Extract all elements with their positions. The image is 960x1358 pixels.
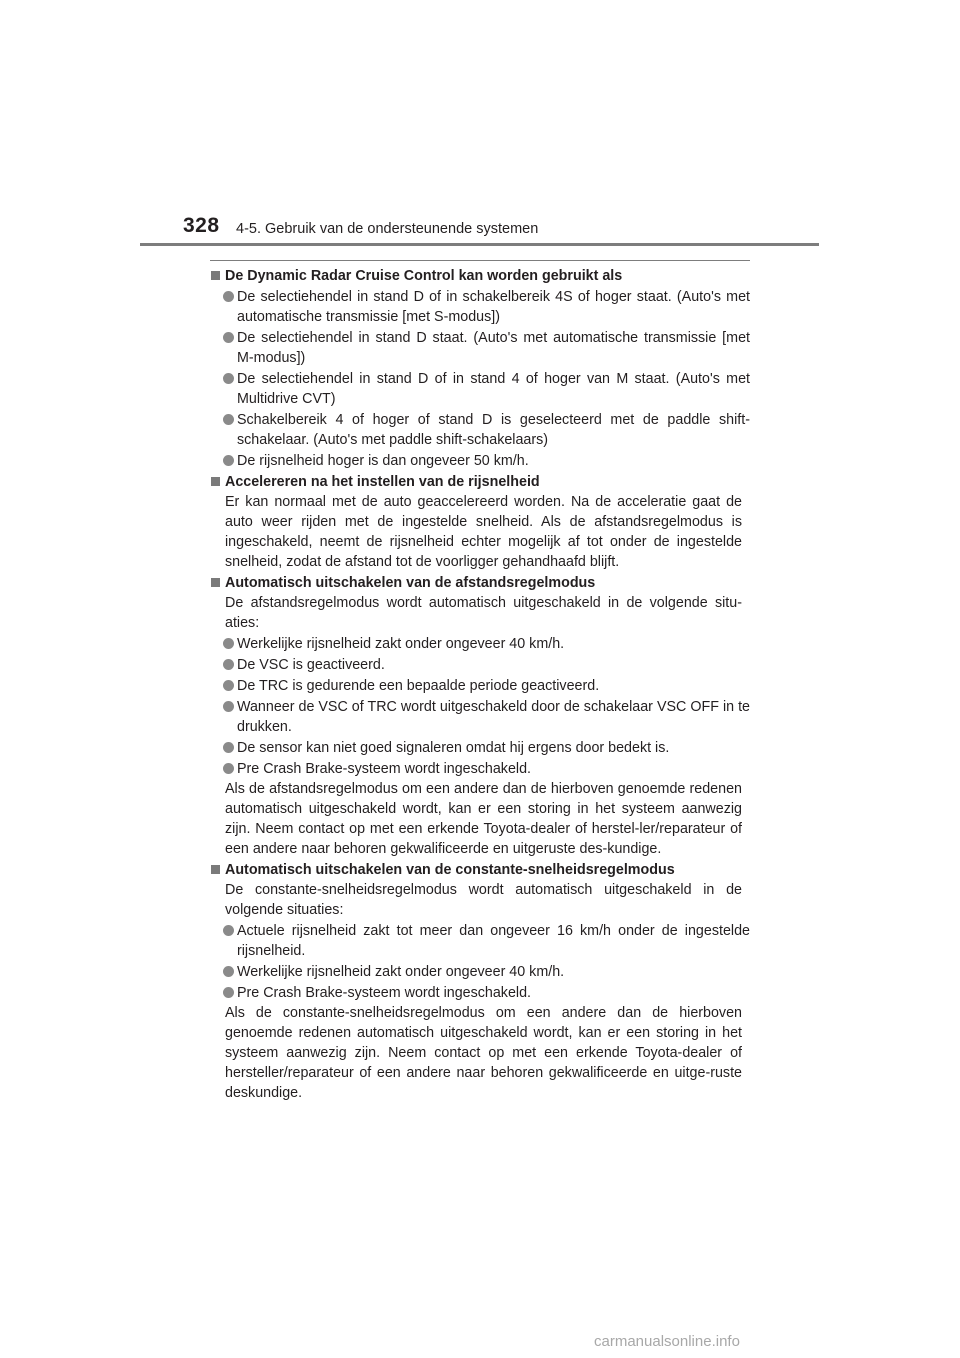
circle-bullet-icon <box>223 414 234 425</box>
section-heading-text: Automatisch uitschakelen van de afstandsregelmodus <box>225 575 596 591</box>
circle-bullet-icon <box>223 742 234 753</box>
section-heading <box>210 860 750 880</box>
page-content <box>210 265 750 1103</box>
section-heading-text: Accelereren na het instellen van de rijsnelheid <box>225 474 540 490</box>
bullet-item: De TRC is gedurende een bepaalde periode geactiveerd. <box>210 676 750 696</box>
circle-bullet-icon <box>223 659 234 670</box>
bullet-item: Actuele rijsnelheid zakt tot meer dan ongeveer 16 km/h onder de ingestelde rijsnelheid. <box>210 921 750 961</box>
circle-bullet-icon <box>223 966 234 977</box>
circle-bullet-icon <box>223 925 234 936</box>
circle-bullet-icon <box>223 291 234 302</box>
circle-bullet-icon <box>223 987 234 998</box>
circle-bullet-icon <box>223 763 234 774</box>
bullet-item: Pre Crash Brake-systeem wordt ingeschakeld. <box>210 759 750 779</box>
paragraph: De afstandsregelmodus wordt automatisch uitgeschakeld in de volgende situ-aties: <box>225 595 742 631</box>
circle-bullet-icon <box>223 373 234 384</box>
bullet-item: De sensor kan niet goed signaleren omdat hij ergens door bedekt is. <box>210 738 750 758</box>
paragraph: Als de afstandsregelmodus om een andere dan de hierboven genoemde redenen automatisch uitgeschakeld wordt, kan er een storing in het systeem aanwezig zijn. Neem contact op met een erkende Toyota-dealer of herstel-ler/reparateur of een andere naar behoren gekwalificeerde en uitgeruste des-kundige. <box>225 781 742 857</box>
paragraph: Er kan normaal met de auto geaccelereerd worden. Na de acceleratie gaat de auto weer rijden met de ingestelde snelheid. Als de afstandsregelmodus is ingeschakeld, neemt de rijsnelheid echter mogelijk af tot onder de ingestelde snelheid, zodat de afstand tot de voorligger gehandhaafd blijft. <box>225 494 742 570</box>
bullet-item: Wanneer de VSC of TRC wordt uitgeschakeld door de schakelaar VSC OFF in te drukken. <box>210 697 750 737</box>
section-heading-text: De Dynamic Radar Cruise Control kan worden gebruikt als <box>225 268 623 284</box>
section-heading <box>210 472 750 492</box>
bullet-item: De selectiehendel in stand D of in schakelbereik 4S of hoger staat. (Auto's met automatische transmissie [met S-modus]) <box>210 287 750 327</box>
bullet-item: Werkelijke rijsnelheid zakt onder ongeveer 40 km/h. <box>210 634 750 654</box>
bullet-item: De selectiehendel in stand D of in stand 4 of hoger van M staat. (Auto's met Multidrive CVT) <box>210 369 750 409</box>
circle-bullet-icon <box>223 455 234 466</box>
bullet-item: Schakelbereik 4 of hoger of stand D is geselecteerd met de paddle shift-schakelaar. (Auto's met paddle shift-schakelaars) <box>210 410 750 450</box>
section-heading <box>210 266 750 286</box>
section-heading-text: Automatisch uitschakelen van de constante-snelheidsregelmodus <box>225 862 675 878</box>
circle-bullet-icon <box>223 701 234 712</box>
circle-bullet-icon <box>223 680 234 691</box>
paragraph: Als de constante-snelheidsregelmodus om een andere dan de hierboven genoemde redenen automatisch uitgeschakeld wordt, kan er een storing in het systeem aanwezig zijn. Neem contact op met een erkende Toyota-dealer of hersteller/reparateur of een andere naar behoren gekwalificeerde en uitge-ruste deskundige. <box>225 1005 742 1101</box>
bullet-item: De rijsnelheid hoger is dan ongeveer 50 km/h. <box>210 451 750 471</box>
circle-bullet-icon <box>223 332 234 343</box>
circle-bullet-icon <box>223 638 234 649</box>
page-number: 328 <box>183 214 220 237</box>
section-header: 4-5. Gebruik van de ondersteunende systemen <box>236 221 539 237</box>
paragraph: De constante-snelheidsregelmodus wordt automatisch uitgeschakeld in de volgende situaties: <box>225 882 742 918</box>
watermark-link[interactable]: carmanualsonline.info <box>594 1333 740 1350</box>
square-bullet-icon <box>211 865 220 874</box>
bullet-item: De selectiehendel in stand D staat. (Auto's met automatische transmissie [met M-modus]) <box>210 328 750 368</box>
header-rule <box>140 243 819 246</box>
section-heading <box>210 573 750 593</box>
bullet-item: Werkelijke rijsnelheid zakt onder ongeveer 40 km/h. <box>210 962 750 982</box>
square-bullet-icon <box>211 271 220 280</box>
bullet-item: De VSC is geactiveerd. <box>210 655 750 675</box>
square-bullet-icon <box>211 578 220 587</box>
content-top-rule <box>210 260 750 261</box>
square-bullet-icon <box>211 477 220 486</box>
bullet-item: Pre Crash Brake-systeem wordt ingeschakeld. <box>210 983 750 1003</box>
